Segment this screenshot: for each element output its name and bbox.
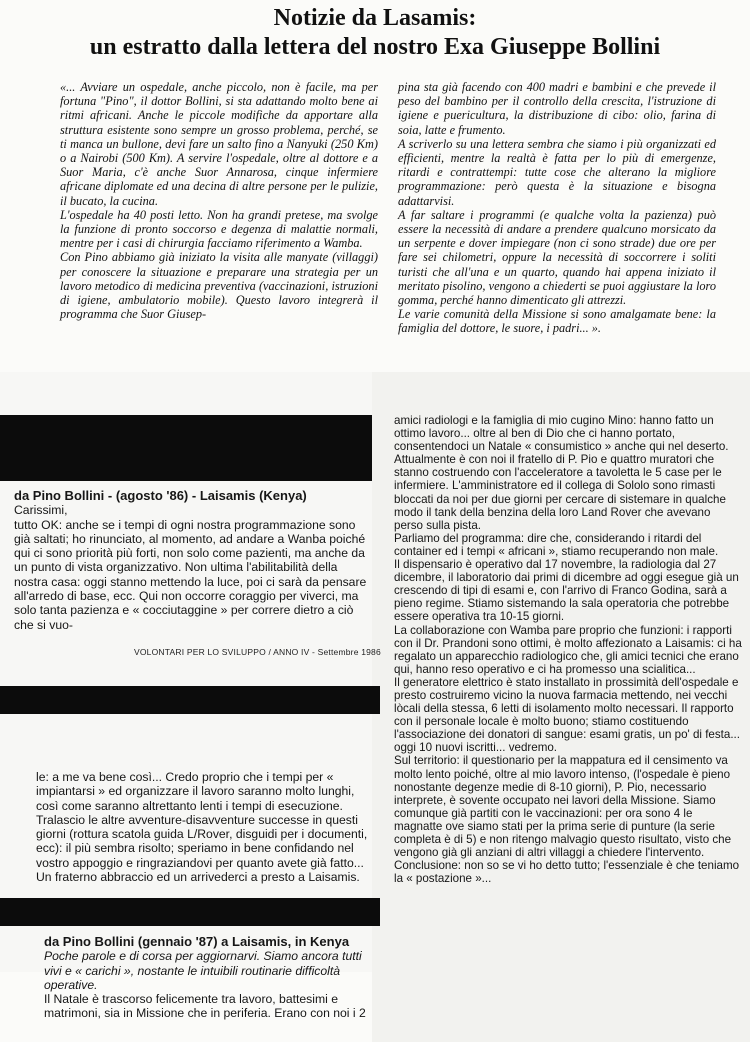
clipping-paragraph: Il generatore elettrico è stato installato in prossimità dell'ospedale e presto costruiremo vicino la nuova farmacia mettendo, nei vecchi lòcali della stessa, 6 letti di isolamento molto necessari. Il rapporto con il personale locale è molto buono; stiamo costituendo l'associazione dei donatori di sangue: esami gratis, un po' di festa... oggi 10 nuovi iscritti... vedremo. xyxy=(394,675,741,755)
article-paragraph: A far saltare i programmi (e qualche volta la pazienza) può essere la necessità di andare a prendere qualcuno morsicato da un serpente e dover impiegare (non ci sono strade) due ore per fare sei chilometri, oppure la necessità di soccorrere i soliti turisti che all'una e un quarto, quando hai appena iniziato il meritato pisolino, vengono a chiederti se puoi aggiustare la loro gomma, perché hanno dimenticato gli attrezzi. xyxy=(398,207,716,308)
scan-black-band xyxy=(0,898,380,926)
magazine-footer: VOLONTARI PER LO SVILUPPO / ANNO IV - Settembre 1986 xyxy=(134,647,381,657)
clipping-paragraph: Il dispensario è operativo dal 17 novembre, la radiologia dal 27 dicembre, il laboratorio dai primi di dicembre ad oggi esegue già un crescendo di tipi di esami e, con l'arrivo di Franco Godina, sarà a pieno regime. Stiamo sistemando la sala operatoria che potrebbe essere operativa tra 10-15 giorni. xyxy=(394,558,739,624)
article-paragraph: Le varie comunità della Missione si sono amalgamate bene: la famiglia del dottore, le suore, i padri... ». xyxy=(398,307,716,336)
scan-black-band xyxy=(0,415,372,481)
clipping-paragraph: Sul territorio: il questionario per la mappatura ed il censimento va molto lento poiché, oltre al mio lavoro intenso, (l'ospedale è pieno nonostante degenze medie di 8-10 giorni), P. Pio, necessario interprete, è sovente occupato nei lavori della Missione. Siamo comunque già partiti con le vaccinazioni: per ora sono 4 le magnatte ove siamo stati per la prima serie di punture (la serie completa è di 5) e non ritengo malvagio questo risultato, visto che vengono già gli anziani di altri villaggi a chiedere l'intervento. xyxy=(394,754,732,860)
clipping-closing: Un fraterno abbraccio ed un arrivederci a presto a Laisamis. xyxy=(36,870,360,885)
article-paragraph: «... Avviare un ospedale, anche piccolo, non è facile, ma per fortuna "Pino", il dottor Bollini, si sta adattando molto bene ai ritmi africani. Anche le piccole modifiche da apportare alla struttura esistente sono sempre un grosso problema, perché, se ti manca un bullone, devi fare un salto fino a Nanyuki (250 Km) o a Nairobi (500 Km). A servire l'ospedale, oltre al dottore e a Suor Maria, c'è anche Suor Annarosa, cinque infermiere africane diplomate ed una decina di altre persone per le pulizie, il bucato, la cucina. xyxy=(60,80,378,208)
article-paragraph: A scriverlo su una lettera sembra che siamo i più organizzati ed efficienti, mentre la realtà è fatta per lo più di emergenze, ritardi e contrattempi: tutte cose che alterano la migliore programmazione: però questa è la situazione e bisogna adattarvisi. xyxy=(398,136,716,208)
article-column-left xyxy=(60,80,378,321)
clipping-paragraph: amici radiologi e la famiglia di mio cugino Mino: hanno fatto un ottimo lavoro... oltre al ben di Dio che ci hanno portato, consentendoci un Natale « consumistico » anche qui nel deserto. xyxy=(394,414,729,454)
article-paragraph: L'ospedale ha 40 posti letto. Non ha grandi pretese, ma svolge la funzione di pronto soccorso e degenza di malattie normali, mentre per i casi di chirurgia facciamo riferimento a Wamba. xyxy=(60,207,378,251)
clipping-body: tutto OK: anche se i tempi di ogni nostra programmazione sono già saltati; ho rinunciato, al momento, ad andare a Wanba poiché qui ci sono priorità più forti, non solo come pazienti, ma anche da un punto di vista organizzativo. Non ultima l'abilitabilità della nostra casa: oggi stanno mettendo la luce, poi ci sarà da pensare all'arredo di base, ecc. Qui non occorre coraggio per viverci, ma solo tanta pazienza e « cocciutaggine » per correre dietro a ciò che si vuo- xyxy=(14,517,367,632)
clipping-heading: da Pino Bollini (gennaio '87) a Laisamis, in Kenya xyxy=(44,934,350,949)
headline-line-1: Notizie da Lasamis: xyxy=(273,5,477,31)
headline-line-2: un estratto dalla lettera del nostro Exa Giuseppe Bollini xyxy=(89,34,661,60)
clipping-january-87 xyxy=(44,935,368,1021)
article-paragraph: Con Pino abbiamo già iniziato la visita alle manyate (villaggi) per conoscere la situazione e preparare una strategia per un lavoro metodico di medicina preventiva (vaccinazioni, istruzioni di igiene, ambulatorio mobile). Questo lavoro integrerà il programma che Suor Giusep- xyxy=(60,250,378,322)
clipping-paragraph: La collaborazione con Wamba pare proprio che funzioni: i rapporti con il Dr. Prandoni sono ottimi, è molto affezionato a Laisamis: ci ha regalato un apparecchio radiologico che, gli amici tecnici che erano qui, hanno reso operativo e ci ha promesso una scialitica... xyxy=(394,623,742,676)
clipping-body: le: a me va bene così... Credo proprio che i tempi per « impiantarsi » ed organizzare il lavoro saranno molto lunghi, così come saranno altrettanto lenti i tempi di esecuzione. Tralascio le altre avventure-disavventure successe in questi giorni (rottura scatola guida L/Rover, disguidi per i documenti, ecc): il più sembra risolto; speriamo in bene confidando nel vostro appoggio e ringraziandovi per quanto avete già fatto... xyxy=(36,770,368,870)
clipping-paragraph: Attualmente è con noi il fratello di P. Pio e quattro muratori che stanno costruendo con l'acceleratore a tavoletta le 5 case per le infermiere. L'amministratore ed il collega di Sololo sono rimasti bloccati da noi per due giorni per cercare di sistemare in qualche modo il tank della benzina della loro Land Rover che avevano perso sulla pista. xyxy=(394,453,726,532)
clipping-greeting: Carissimi, xyxy=(14,503,68,518)
clipping-paragraph: Conclusione: non so se vi ho detto tutto; l'essenziale è che teniamo la « postazione »... xyxy=(394,859,740,886)
clipping-intro: Poche parole e di corsa per aggiornarvi. Siamo ancora tutti vivi e « carichi », nostante le intuibili routinarie difficoltà operative. xyxy=(44,949,362,992)
clipping-august-86 xyxy=(14,489,370,632)
scan-black-band xyxy=(0,686,380,714)
clipping-august-86-continued xyxy=(36,770,374,884)
clipping-paragraph: Parliamo del programma: dire che, considerando i ritardi del container ed i tempi « africani », stiamo recuperando non male. xyxy=(394,531,719,558)
clipping-body: Il Natale è trascorso felicemente tra lavoro, battesimi e matrimoni, sia in Missione che in periferia. Erano con noi i 2 xyxy=(44,992,366,1021)
article-column-right xyxy=(398,80,716,336)
article-paragraph: pina sta già facendo con 400 madri e bambini e che prevede il peso del bambino per il controllo della crescita, l'istruzione di igiene e puericultura, la distribuzione di cibo: olio, farina di soia, latte e frumento. xyxy=(398,80,716,137)
clipping-heading: da Pino Bollini - (agosto '86) - Laisamis (Kenya) xyxy=(14,488,307,503)
clipping-january-87-continued xyxy=(394,414,742,885)
